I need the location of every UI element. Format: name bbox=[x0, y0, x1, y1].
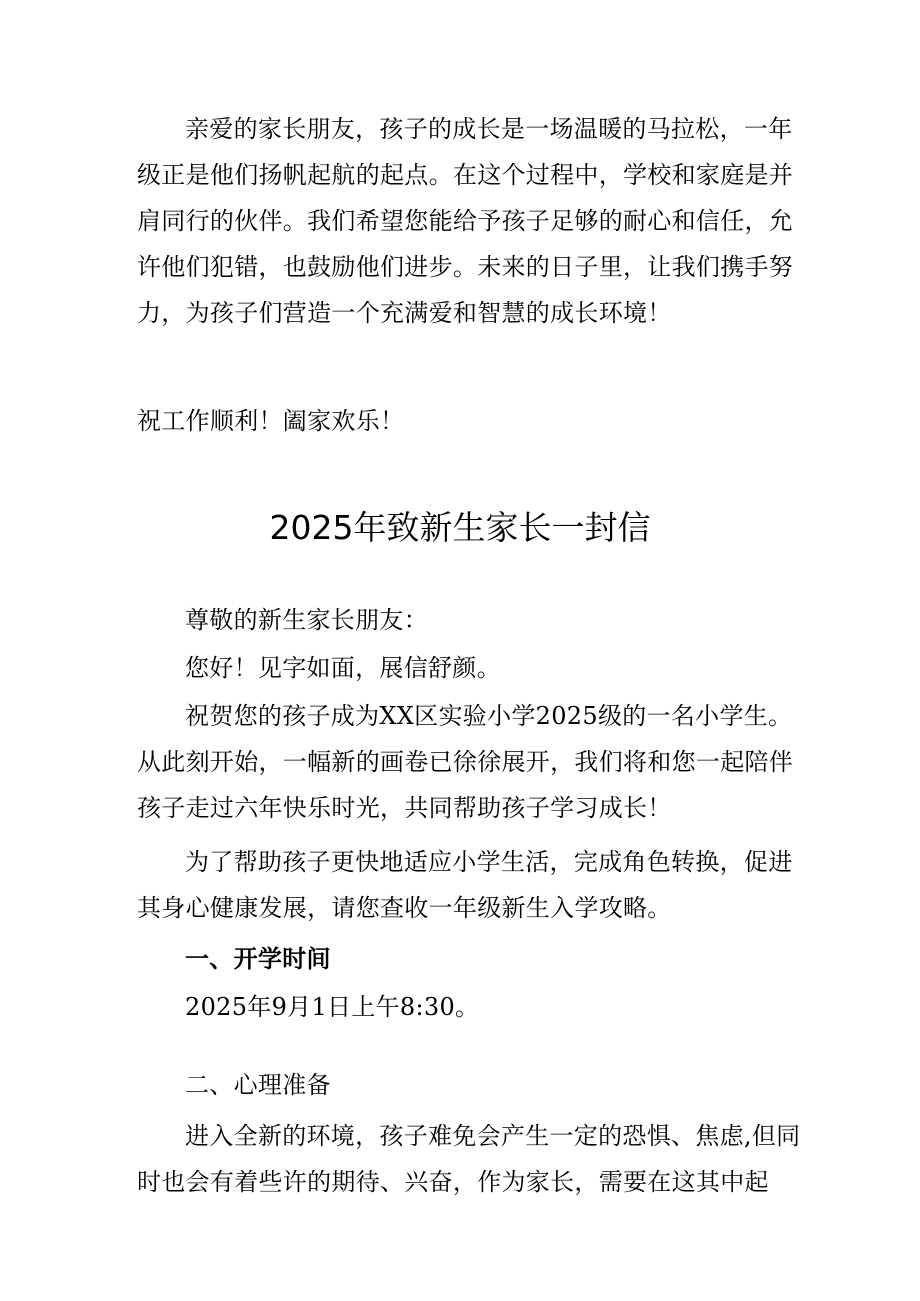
letter-title: 2025年致新生家长一封信 bbox=[269, 508, 651, 547]
section-2-heading: 二、心理准备 bbox=[185, 1071, 331, 1099]
letter-salutation: 尊敬的新生家长朋友： bbox=[185, 606, 428, 634]
section-1-heading: 一、开学时间 bbox=[185, 944, 331, 973]
letter-greeting: 您好！见字如面，展信舒颜。 bbox=[185, 654, 501, 682]
previous-letter-closing-paragraph: 亲爱的家长朋友，孩子的成长是一场温暖的马拉松，一年级正是他们扬帆起航的起点。在这个过程中，学校和家庭是并肩同行的伙伴。我们希望您能给予孩子足够的耐心和信任，允许他们犯错，也鼓励他们进步。未来的日子里，让我们携手努力，为孩子们营造一个充满爱和智慧的成长环境！ bbox=[137, 115, 794, 327]
section-1-text: 2025年9月1日上午8:30。 bbox=[185, 993, 480, 1021]
letter-paragraph-1: 祝贺您的孩子成为XX区实验小学2025级的一名小学生。从此刻开始，一幅新的画卷已徐徐展开，我们将和您一起陪伴孩子走过六年快乐时光，共同帮助孩子学习成长！ bbox=[137, 702, 794, 822]
previous-letter-wishes: 祝工作顺利！阖家欢乐！ bbox=[137, 407, 405, 435]
section-2-text: 进入全新的环境，孩子难免会产生一定的恐惧、焦虑,但同时也会有着些许的期待、兴奋，作为家长，需要在这其中起 bbox=[137, 1122, 801, 1196]
letter-paragraph-2: 为了帮助孩子更快地适应小学生活，完成角色转换，促进其身心健康发展，请您查收一年级新生入学攻略。 bbox=[137, 848, 793, 922]
